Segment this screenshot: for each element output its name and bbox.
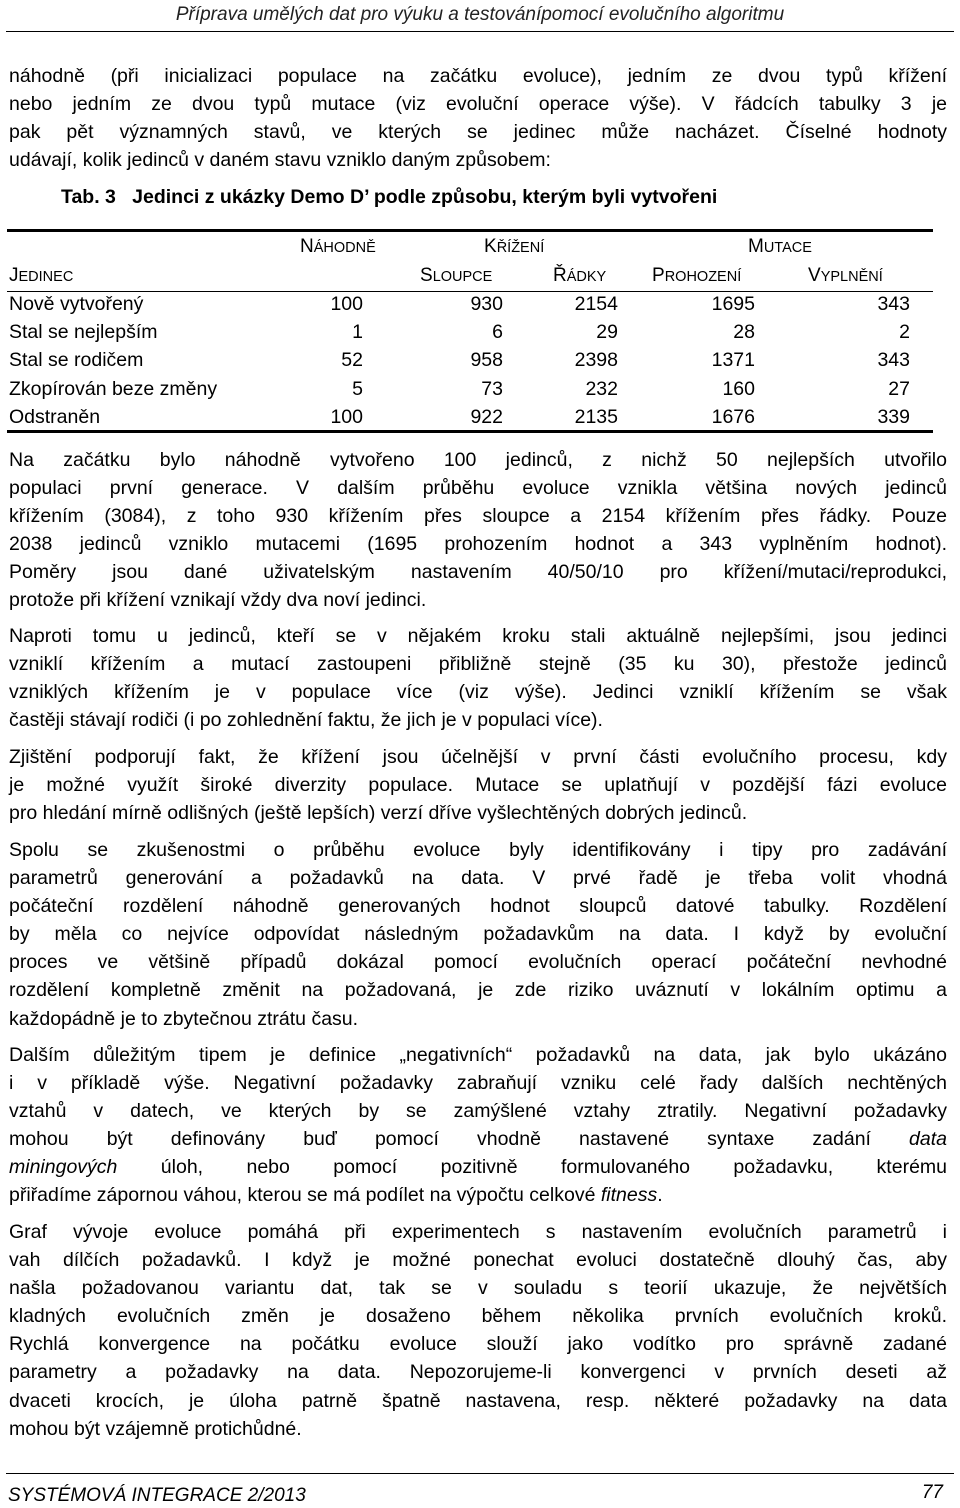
row-label: Stal se nejlepším [9, 321, 158, 344]
text-line: rozdělení kompletně změnit na požadovaná, je zde riziko uváznutí v lokálním optimu a [9, 979, 947, 1002]
table-cell: 343 [877, 349, 910, 372]
page-number: 77 [921, 1482, 943, 1503]
table-cell: 930 [470, 293, 503, 315]
text-line: pro hledání mírně odlišných (ještě lepších) verzí dříve vyšlechtěných dobrých jedinců. [9, 802, 748, 825]
table-cell: 1 [352, 321, 363, 344]
page-header [0, 0, 960, 30]
running-title: Příprava umělých dat pro výuku a testovánípomocí evolučního algoritmu [175, 4, 785, 25]
table-cell: 5 [352, 377, 363, 400]
row-label: Nově vytvořený [9, 293, 144, 315]
text-line: populaci první generace. V dalším průběhu evoluce vznikla většina nových jedinců [9, 477, 947, 500]
table-cell: 2 [899, 321, 910, 344]
text-line: nebo jedním ze dvou typů mutace (viz evoluční operace výše). V řádcích tabulky 3 je [9, 93, 947, 116]
text-line: vzniklí křížením a mutací zastoupeni přibližně stejně (35 ku 30), přestože jedinců [9, 653, 947, 676]
col-header-radky: ŘÁDKY [553, 265, 607, 286]
table-cell: 28 [733, 321, 755, 344]
table-cell: 2398 [574, 349, 618, 372]
table-cell: 1676 [711, 405, 755, 428]
text-line: proces ve většině případů dokázal pomocí evolučních operací počáteční nevhodné [9, 951, 947, 974]
col-header-jedinec: JEDINEC [9, 265, 74, 286]
paragraph-1 [9, 446, 947, 615]
text-line: vztahů v datech, ve kterých by se zamýšlené vztahy ztratily. Negativní požadavky [9, 1100, 947, 1123]
table-cell: 27 [888, 377, 910, 400]
group-header-nahodne: NÁHODNĚ [300, 236, 376, 257]
text-line: každopádně je to zbytečnou ztrátu času. [9, 1007, 359, 1030]
table-row [0, 349, 940, 377]
text-line: parametry a požadavky na data. Nepozorujeme-li konvergenci v prvních deseti až [9, 1361, 947, 1384]
text-line: dvaceti krocích, je úloha patrně špatně nastavena, resp. některé požadavky na data [9, 1389, 947, 1412]
table-cell: 6 [492, 321, 503, 344]
paragraph-2 [9, 622, 947, 734]
group-header-krizeni: KŘÍŽENÍ [484, 236, 545, 257]
text-line: parametrů generování a požadavků na data. V prvé řadě je třeba volit vhodná [9, 867, 947, 890]
footer-rule [6, 1473, 954, 1474]
table-row [0, 293, 940, 321]
text-line: je možné využít široké diverzity populace. Mutace se uplatňují v pozdější fázi evoluce [9, 774, 947, 797]
journal-name: SYSTÉMOVÁ INTEGRACE 2/2013 [8, 1485, 306, 1506]
paragraph-4 [9, 836, 947, 1033]
paragraph-5 [9, 1041, 947, 1210]
text-line: Rychlá konvergence na počátku evoluce slouží jako vodítko pro správně zadané [9, 1333, 947, 1356]
row-label: Stal se rodičem [9, 349, 144, 372]
header-rule [6, 31, 954, 32]
text-line: náhodně (při inicializaci populace na začátku evoluce), jedním ze dvou typů křížení [9, 65, 947, 87]
table-cell: 232 [585, 377, 618, 400]
text-line: častěji stávají rodiči (i po zohlednění faktu, že jich je v populaci více). [9, 709, 603, 732]
text-line: udávají, kolik jedinců v daném stavu vzniklo daným způsobem: [9, 149, 551, 172]
table-row [0, 378, 940, 406]
intro-paragraph [9, 62, 947, 174]
table-header-rule [7, 291, 933, 292]
text-line: přiřadíme zápornou váhou, kterou se má podílet na výpočtu celkové fitness. [9, 1184, 663, 1207]
table-cell: 922 [470, 405, 503, 428]
text-line: mohou být definovány buď pomocí vhodně nastavené syntaxe zadání data [9, 1128, 947, 1151]
table-cell: 160 [722, 377, 755, 400]
table-cell: 73 [481, 377, 503, 400]
text-line: našla požadovanou variantu dat, tak se v souladu s teorií ukazuje, že největších [9, 1277, 947, 1300]
row-label: Zkopírován beze změny [9, 377, 218, 400]
paragraph-6 [9, 1218, 947, 1443]
text-line: vzniklých křížením je v populace více (viz výše). Jedinci vzniklí křížením se však [9, 681, 947, 704]
col-header-prohozeni: PROHOZENÍ [652, 265, 742, 286]
text-line: miningových úloh, nebo pomocí pozitivně formulovaného požadavku, kterému [9, 1156, 947, 1179]
col-header-vyplneni: VYPLNĚNÍ [808, 265, 883, 286]
table-cell: 339 [877, 405, 910, 428]
text-line: Naproti tomu u jedinců, kteří se v nějakém kroku stali aktuálně nejlepšími, jsou jedinci [9, 625, 947, 647]
text-line: Zjištění podporují fakt, že křížení jsou účelnější v první části evolučního procesu, kdy [9, 746, 947, 768]
text-line: Na začátku bylo náhodně vytvořeno 100 jedinců, z nichž 50 nejlepších utvořilo [9, 449, 947, 471]
text-line: mohou být vzájemně protichůdné. [9, 1417, 302, 1440]
text-line: Poměry jsou dané uživatelským nastavením 40/50/10 pro křížení/mutaci/reprodukci, [9, 561, 947, 584]
table-cell: 1371 [711, 349, 755, 372]
text-line: pak pět významných stavů, ve kterých se jedinec může nacházet. Číselné hodnoty [9, 121, 947, 144]
table-caption: Tab. 3 Jedinci z ukázky Demo D’ podle způsobu, kterým byli vytvořeni [61, 186, 718, 208]
table-cell: 100 [330, 405, 363, 428]
col-header-sloupce: SLOUPCE [420, 265, 493, 286]
text-line: by měla co nejvíce odpovídat následným požadavkům na data. I když by evoluční [9, 923, 947, 946]
text-line: Graf vývoje evoluce pomáhá při experimentech s nastavením evolučních parametrů i [9, 1221, 947, 1243]
row-label: Odstraněn [9, 405, 101, 428]
text-line: počáteční rozdělení náhodně generovaných hodnot sloupců datové tabulky. Rozdělení [9, 895, 947, 918]
table-cell: 958 [470, 349, 503, 372]
paragraph-3 [9, 743, 947, 827]
text-line: i v příkladě výše. Negativní požadavky zabraňují vzniku celé řady dalších nechtěných [9, 1072, 947, 1095]
table-row [0, 321, 940, 349]
table-cell: 52 [341, 349, 363, 372]
table-cell: 343 [877, 293, 910, 315]
text-line: 2038 jedinců vzniklo mutacemi (1695 prohozením hodnot a 343 vyplněním hodnot). [9, 533, 947, 556]
text-line: protože při křížení vznikají vždy dva noví jedinci. [9, 589, 427, 612]
table-cell: 2154 [574, 293, 618, 315]
text-line: kladných evolučních změn je dosaženo během několika prvních evolučních kroků. [9, 1305, 947, 1328]
table-cell: 1695 [711, 293, 755, 315]
table-top-rule [7, 229, 933, 232]
text-line: Spolu se zkušenostmi o průběhu evoluce byly identifikovány i tipy pro zadávání [9, 839, 947, 861]
group-header-mutace: MUTACE [748, 236, 812, 257]
table-cell: 29 [596, 321, 618, 344]
table-row [0, 406, 940, 434]
text-line: Dalším důležitým tipem je definice „negativních“ požadavků na data, jak bylo ukázáno [9, 1044, 947, 1066]
text-line: křížením (3084), z toho 930 křížením přes sloupce a 2154 křížením přes řádky. Pouze [9, 505, 947, 528]
text-line: vah dílčích požadavků. I když je možné ponechat evoluci dostatečně dlouhý čas, aby [9, 1249, 947, 1272]
table-cell: 100 [330, 293, 363, 315]
table-cell: 2135 [574, 405, 618, 428]
